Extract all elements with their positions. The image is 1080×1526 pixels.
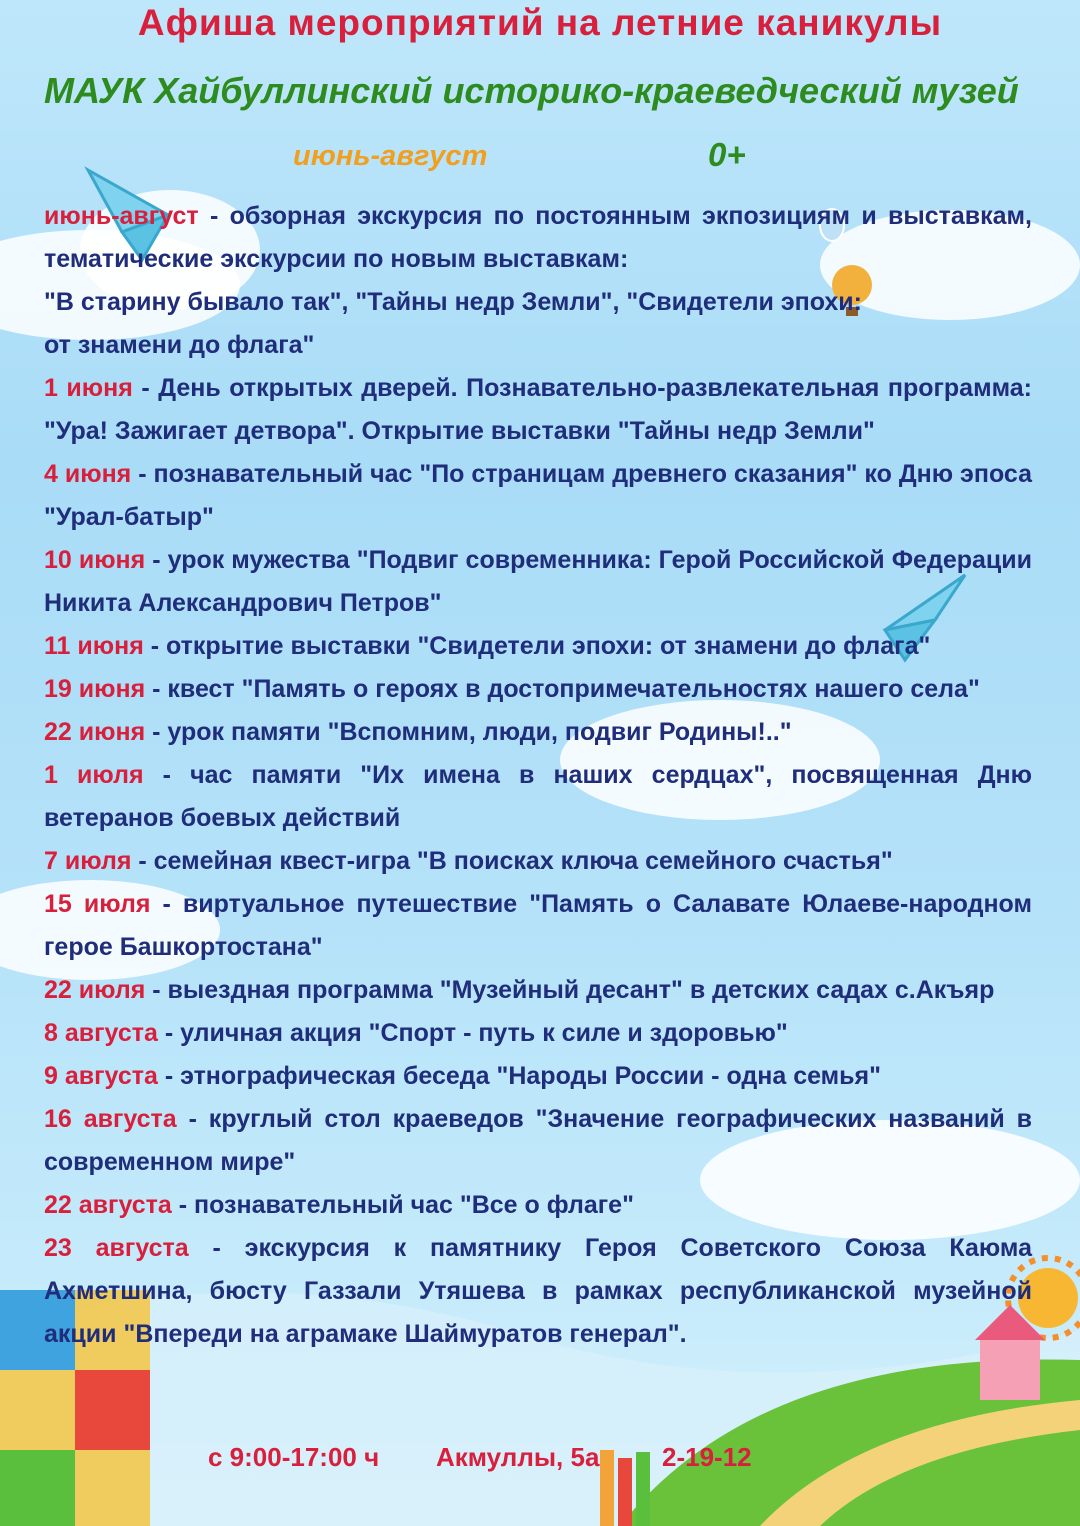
event-date: 16 августа xyxy=(44,1105,177,1133)
event-item xyxy=(44,367,1032,453)
event-item xyxy=(44,539,1032,625)
event-description: - семейная квест-игра "В поисках ключа семейного счастья" xyxy=(131,847,893,875)
event-date: 7 июля xyxy=(44,847,132,875)
address: Акмуллы, 5а xyxy=(436,1442,600,1472)
event-date: 10 июня xyxy=(44,546,146,574)
period-label: июнь-август xyxy=(293,140,488,172)
event-date: 1 июня xyxy=(44,374,133,402)
event-description: - урок памяти "Вспомним, люди, подвиг Родины!.." xyxy=(145,718,792,746)
age-rating-badge: 0+ xyxy=(708,136,746,173)
event-date: 1 июля xyxy=(44,761,144,789)
event-description: - этнографическая беседа "Народы России - одна семья" xyxy=(157,1062,881,1090)
page-title: Афиша мероприятий на летние каникулы xyxy=(137,2,943,43)
event-date: 22 июля xyxy=(44,976,146,1004)
event-date: 22 августа xyxy=(44,1191,172,1219)
museum-name: МАУК Хайбуллинский историко-краеведческий музей xyxy=(44,70,1019,111)
event-date: 8 августа xyxy=(44,1019,158,1047)
event-date: 11 июня xyxy=(44,632,144,660)
event-description: - выездная программа "Музейный десант" в детских садах с.Акъяр xyxy=(145,976,995,1004)
event-date: 23 августа xyxy=(44,1234,189,1262)
event-item xyxy=(44,453,1032,539)
event-continuation-line: от знамени до флага" xyxy=(44,331,315,359)
event-item xyxy=(44,883,1032,969)
event-date: 9 августа xyxy=(44,1062,158,1090)
event-item xyxy=(44,625,1032,668)
event-date: 4 июня xyxy=(44,460,132,488)
event-item xyxy=(44,1227,1032,1356)
phone-number: 2-19-12 xyxy=(662,1442,752,1472)
event-description: - День открытых дверей. Познавательно-развлекательная программа: "Ура! Зажигает детвора". Открытие выставки "Тайны недр Земли" xyxy=(44,374,1032,445)
event-description: - познавательный час "Все о флаге" xyxy=(171,1191,634,1219)
event-item xyxy=(44,668,1032,711)
event-item xyxy=(44,1012,1032,1055)
event-item xyxy=(44,754,1032,840)
event-description: - экскурсия к памятнику Героя Советского Союза Каюма Ахметшина, бюсту Газзали Утяшева в рамках республиканской музейной акции "Впереди на аграмаке Шаймуратов генерал". xyxy=(44,1234,1032,1348)
opening-hours: с 9:00-17:00 ч xyxy=(208,1442,380,1472)
event-item xyxy=(44,1184,1032,1227)
event-description: - виртуальное путешествие "Память о Салавате Юлаеве-народном герое Башкортостана" xyxy=(44,890,1032,961)
event-description: - час памяти "Их имена в наших сердцах", посвященная Дню ветеранов боевых действий xyxy=(44,761,1032,832)
event-item xyxy=(44,840,1032,883)
event-description: - урок мужества "Подвиг современника: Герой Российской Федерации Никита Александрович Петров" xyxy=(44,546,1032,617)
event-description: - обзорная экскурсия по постоянным экпозициям и выставкам, тематические экскурсии по новым выставкам: xyxy=(44,202,1032,273)
event-continuation-line: "В старину бывало так", "Тайны недр Земли", "Свидетели эпохи: xyxy=(44,288,862,316)
event-item xyxy=(44,1098,1032,1184)
event-item xyxy=(44,969,1032,1012)
event-description: - познавательный час "По страницам древнего сказания" ко Дню эпоса "Урал-батыр" xyxy=(44,460,1032,531)
event-description: - уличная акция "Спорт - путь к силе и здоровью" xyxy=(157,1019,788,1047)
event-description: - квест "Память о героях в достопримечательностях нашего села" xyxy=(145,675,980,703)
event-date: 22 июня xyxy=(44,718,146,746)
pencils-icon xyxy=(600,1450,650,1526)
event-date: 15 июля xyxy=(44,890,151,918)
event-item xyxy=(44,711,1032,754)
event-date: июнь-август xyxy=(44,202,199,230)
events-list xyxy=(44,195,1032,1356)
event-item xyxy=(44,195,1032,281)
event-date: 19 июня xyxy=(44,675,146,703)
event-description: - открытие выставки "Свидетели эпохи: от знамени до флага" xyxy=(143,632,931,660)
event-item xyxy=(44,1055,1032,1098)
event-description: - круглый стол краеведов "Значение географических названий в современном мире" xyxy=(44,1105,1033,1176)
